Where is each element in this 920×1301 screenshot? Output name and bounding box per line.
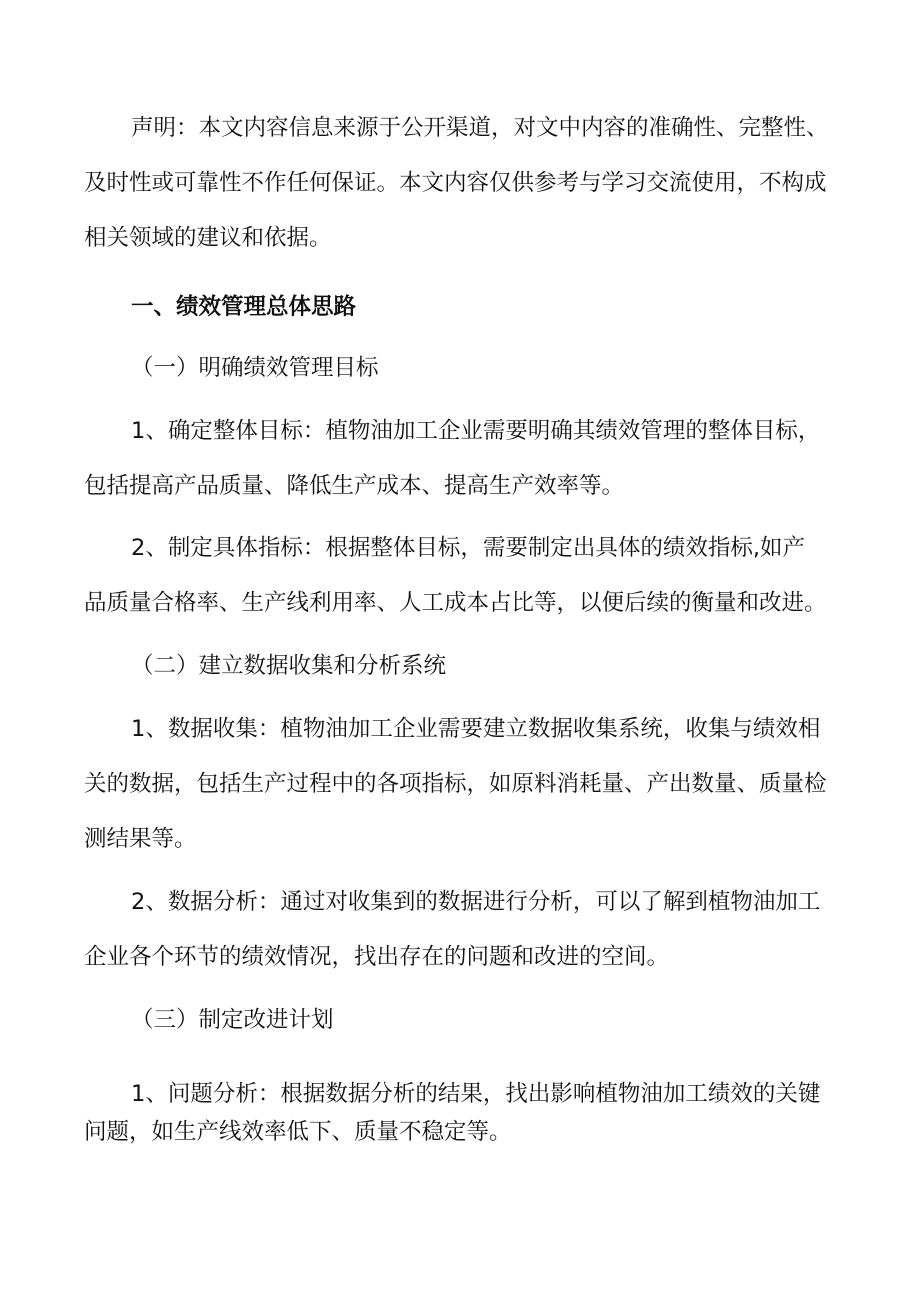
disclaimer-line-2: 及时性或可靠性不作任何保证。本文内容仅供参考与学习交流使用，不构成	[84, 170, 827, 196]
paragraph-line: 测结果等。	[84, 826, 197, 852]
subsection-title-2: （二）建立数据收集和分析系统	[131, 653, 447, 679]
paragraph-line: 问题，如生产线效率低下、质量不稳定等。	[84, 1119, 512, 1145]
paragraph-line: 1、问题分析：根据数据分析的结果，找出影响植物油加工绩效的关键	[131, 1081, 821, 1107]
paragraph-line: 品质量合格率、生产线利用率、人工成本占比等，以便后续的衡量和改进。	[84, 590, 827, 616]
subsection-title-3: （三）制定改进计划	[131, 1007, 334, 1033]
paragraph-line: 1、确定整体目标：植物油加工企业需要明确其绩效管理的整体目标，	[131, 418, 821, 444]
disclaimer-line-3: 相关领域的建议和依据。	[84, 225, 332, 251]
paragraph-line: 关的数据，包括生产过程中的各项指标，如原料消耗量、产出数量、质量检	[84, 771, 827, 797]
section-title: 一、绩效管理总体思路	[131, 294, 357, 320]
paragraph-line: 包括提高产品质量、降低生产成本、提高生产效率等。	[84, 473, 625, 499]
paragraph-line: 2、制定具体指标：根据整体目标，需要制定出具体的绩效指标,如产	[131, 535, 805, 561]
paragraph-line: 企业各个环节的绩效情况，找出存在的问题和改进的空间。	[84, 944, 670, 970]
subsection-title-1: （一）明确绩效管理目标	[131, 355, 379, 381]
paragraph-line: 2、数据分析：通过对收集到的数据进行分析，可以了解到植物油加工	[131, 889, 821, 915]
paragraph-line: 1、数据收集：植物油加工企业需要建立数据收集系统，收集与绩效相	[131, 716, 821, 742]
disclaimer-line-1: 声明：本文内容信息来源于公开渠道，对文中内容的准确性、完整性、	[131, 115, 829, 141]
